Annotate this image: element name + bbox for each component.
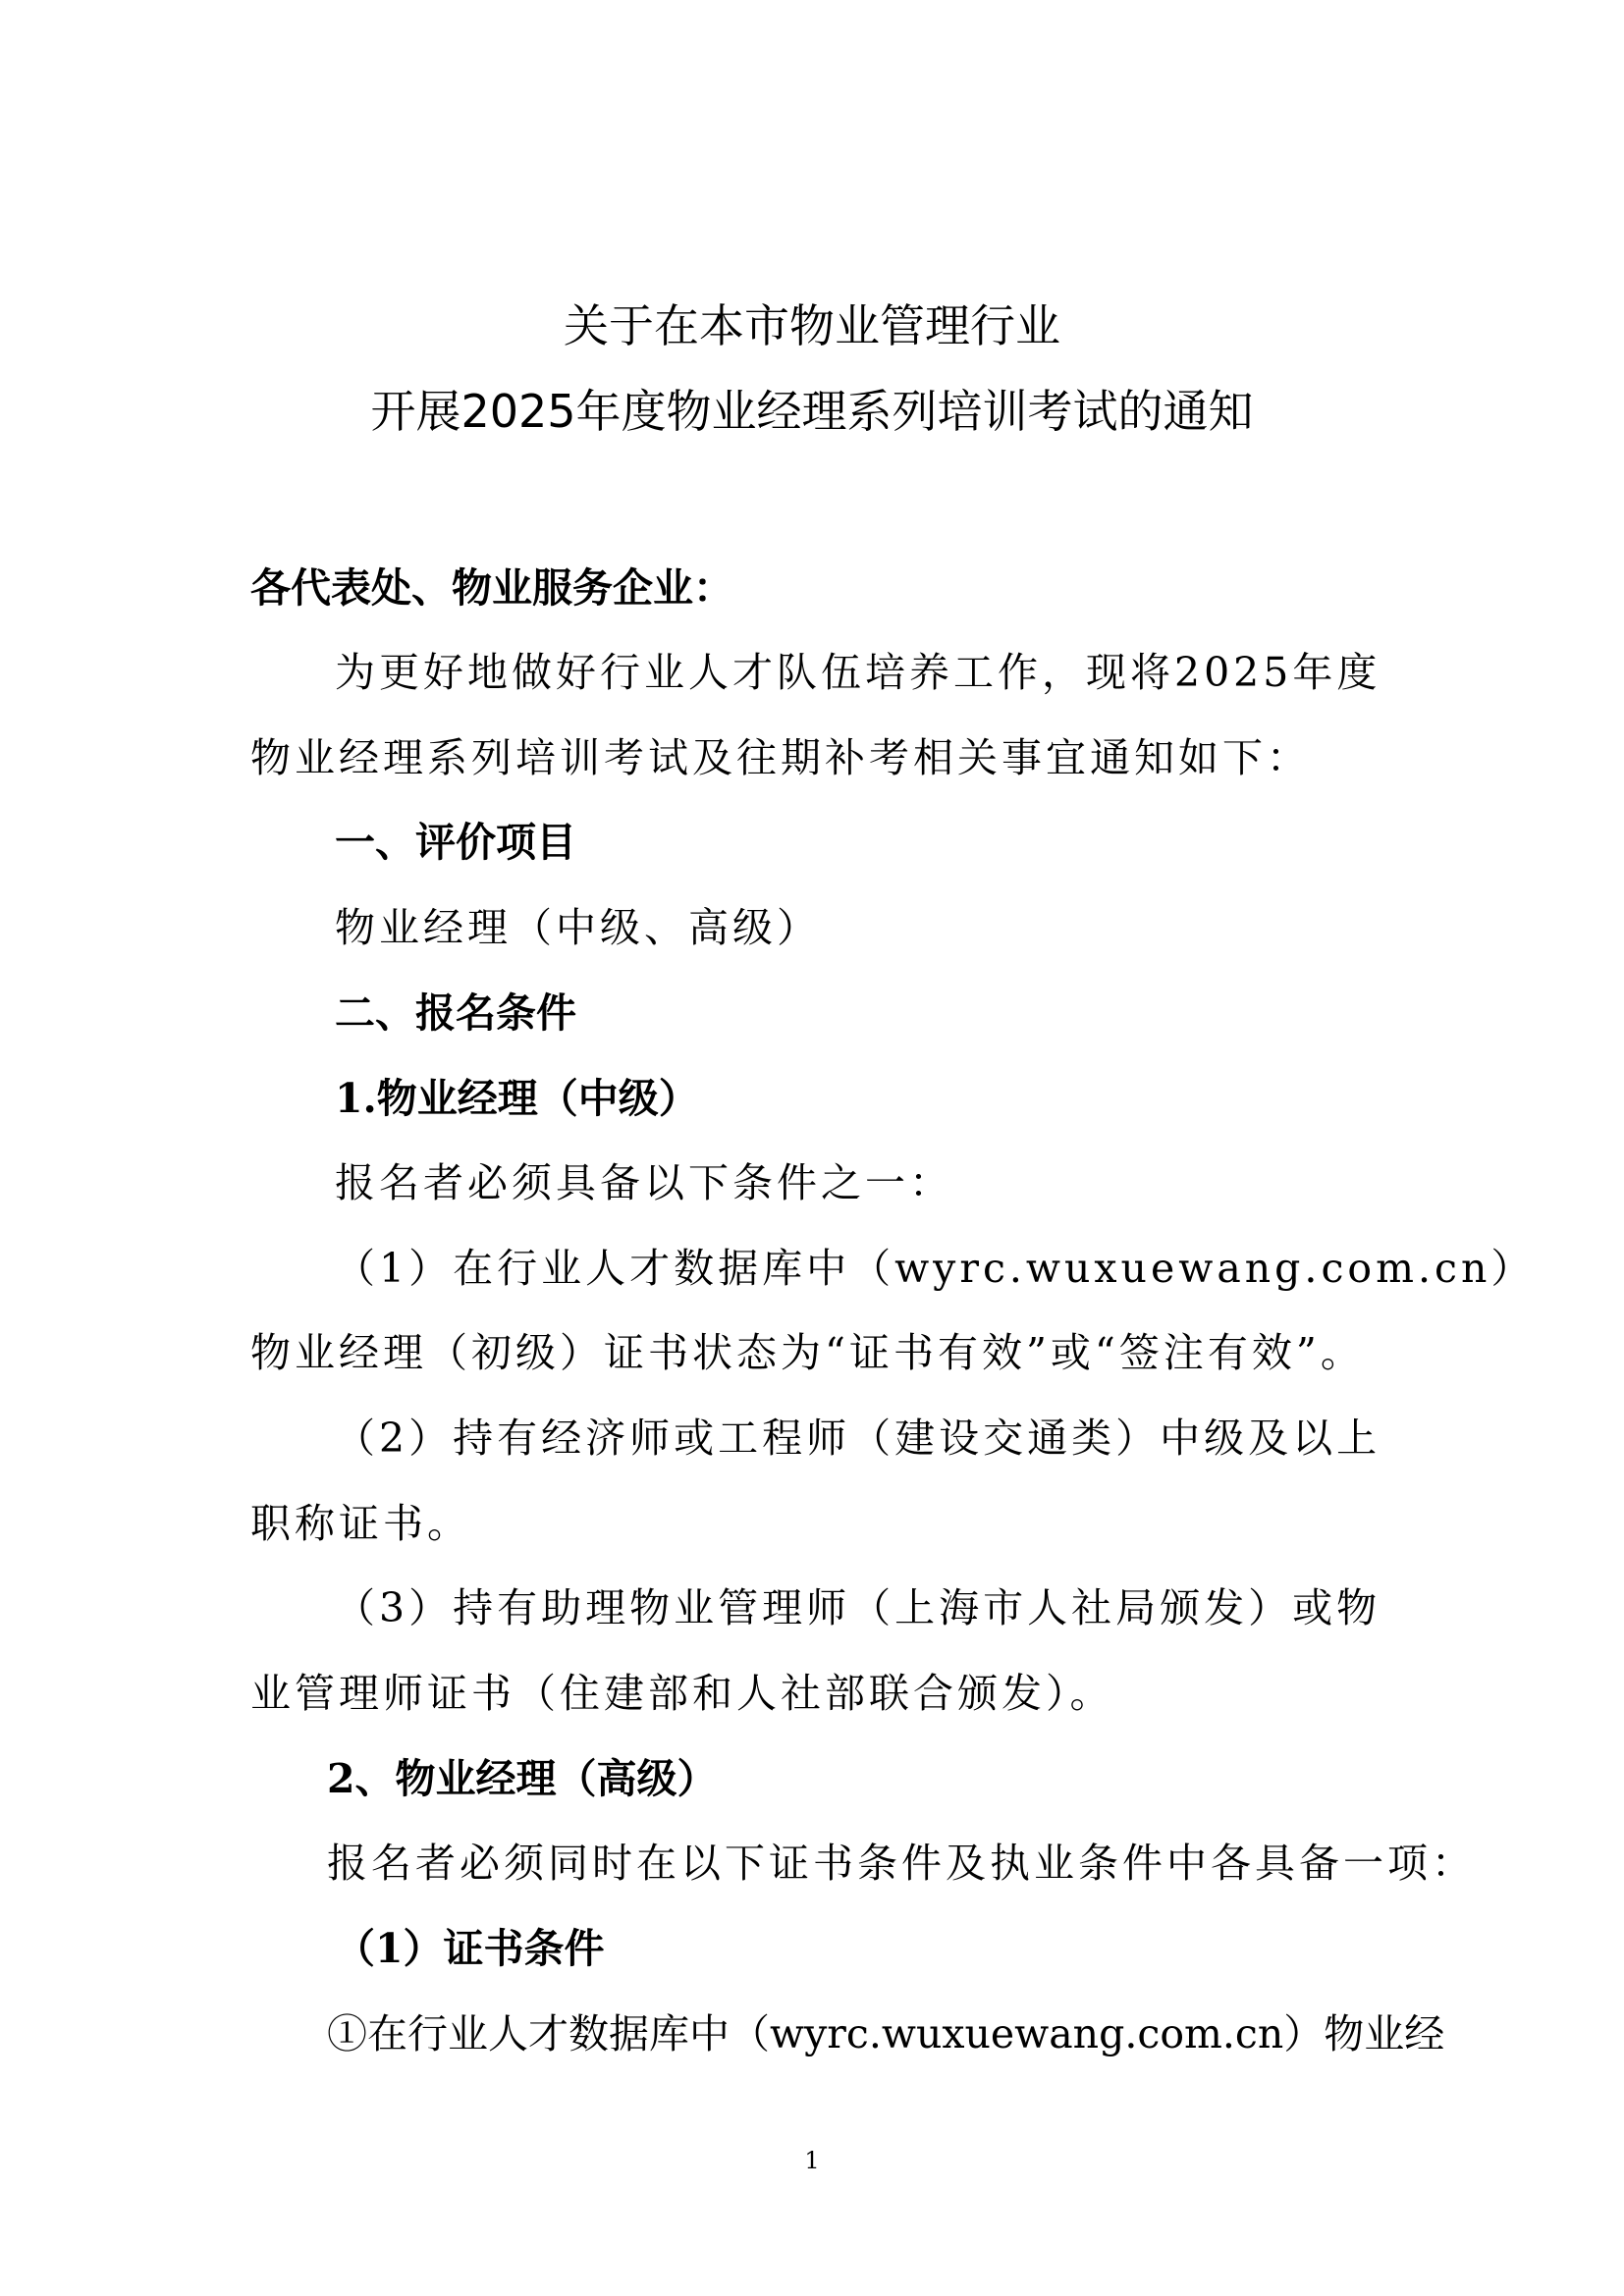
- subheading-senior: 2、物业经理（高级）: [327, 1755, 718, 1802]
- subheading-intermediate: 1.物业经理（中级）: [335, 1075, 699, 1122]
- intermediate-item-2-line-1: （2）持有经济师或工程师（建设交通类）中级及以上: [335, 1415, 1381, 1462]
- section-heading-requirements: 二、报名条件: [335, 989, 576, 1037]
- section-text-evaluation: 物业经理（中级、高级）: [335, 904, 821, 951]
- senior-certificate-heading: （1）证书条件: [335, 1925, 605, 1972]
- intermediate-item-1-line-1: （1）在行业人才数据库中（wyrc.wuxuewang.com.cn）: [335, 1245, 1536, 1292]
- salutation: 各代表处、物业服务企业：: [250, 564, 733, 612]
- title-line-1: 关于在本市物业管理行业: [564, 299, 1060, 352]
- intermediate-item-2-line-2: 职称证书。: [250, 1500, 471, 1547]
- senior-certificate-item-1: ①在行业人才数据库中（wyrc.wuxuewang.com.cn）物业经: [327, 2010, 1445, 2057]
- section-heading-evaluation: 一、评价项目: [335, 819, 576, 866]
- senior-intro: 报名者必须同时在以下证书条件及执业条件中各具备一项：: [327, 1840, 1476, 1887]
- intermediate-intro: 报名者必须具备以下条件之一：: [335, 1159, 953, 1206]
- intro-paragraph-line-2: 物业经理系列培训考试及往期补考相关事宜通知如下：: [250, 734, 1311, 781]
- intermediate-item-3-line-1: （3）持有助理物业管理师（上海市人社局颁发）或物: [335, 1584, 1381, 1631]
- title-line-2: 开展2025年度物业经理系列培训考试的通知: [370, 385, 1254, 438]
- page-number: 1: [804, 2147, 820, 2174]
- intermediate-item-3-line-2: 业管理师证书（住建部和人社部联合颁发）。: [250, 1670, 1114, 1717]
- intro-paragraph-line-1: 为更好地做好行业人才队伍培养工作，现将2025年度: [335, 649, 1381, 696]
- intermediate-item-1-line-2: 物业经理（初级）证书状态为“证书有效”或“签注有效”。: [250, 1329, 1365, 1376]
